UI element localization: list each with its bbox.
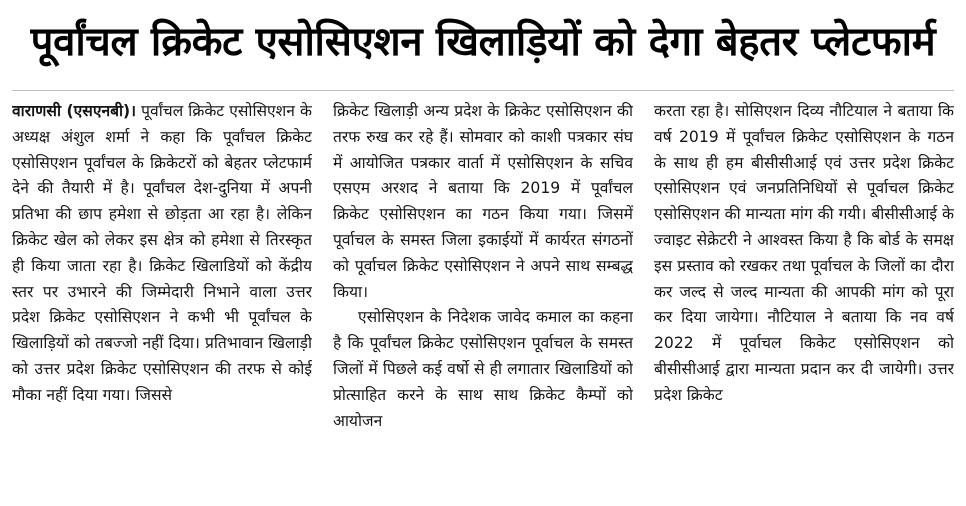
- column-3: [654, 99, 954, 499]
- column-2: [333, 99, 633, 499]
- column-1-paragraph-1: [12, 99, 312, 409]
- column-2-paragraph-1: क्रिकेट खिलाड़ी अन्य प्रदेश के क्रिकेट एसोसिएशन की तरफ रुख कर रहे हैं। सोमवार को काशी पत्रकार संघ में आयोजित पत्रकार वार्ता में एसोसिएशन के सचिव एसएम अरशद ने बताया कि 2019 में पूर्वांचल क्रिकेट एसोसिएशन का गठन किया गया। जिसमें पूर्वाचल के समस्त जिला इकाईयों में कार्यरत संगठनों को पूर्वाचल क्रिकेट एसोसिएशन ने अपने साथ सम्बद्ध किया।: [333, 102, 633, 301]
- column-2-paragraph-2: एसोसिएशन के निदेशक जावेद कमाल का कहना है कि पूर्वांचल क्रिकेट एसोसिएशन पूर्वाचल के समस्त जिलों में पिछले कई वर्षो से ही लगातार खिलाडियों को प्रोत्साहित करने के साथ साथ क्रिकेट कैम्पों को आयोजन: [333, 308, 633, 430]
- article-body: [12, 99, 954, 499]
- column-1-text: पूर्वांचल क्रिकेट एसोसिएशन के अध्यक्ष अंशुल शर्मा ने कहा कि पूर्वांचल क्रिकेट एसोसिएशन पूर्वांचल के क्रिकेटरों को बेहतर प्लेटफार्म देने की तैयारी में है। पूर्वांचल देश-दुनिया में अपनी प्रतिभा की छाप हमेशा से छोड़ता आ रहा है। लेकिन क्रिकेट खेल को लेकर इस क्षेत्र को हमेशा से तिरस्कृत ही किया जाता रहा है। क्रिकेट खिलाडियों को केंद्रीय स्तर पर उभारने की जिम्मेदारी निभाने वाला उत्तर प्रदेश क्रिकेट एसोसिएशन ने कभी भी पूर्वांचल के खिलाड़ियों को तबज्जो नहीं दिया। प्रतिभावान खिलाड़ी को उत्तर प्रदेश क्रिकेट एसोसिएशन की तरफ से कोई मौका नहीं दिया गया। जिससे: [12, 102, 312, 404]
- headline: पूर्वांचल क्रिकेट एसोसिएशन खिलाड़ियों को देगा बेहतर प्लेटफार्म: [30, 19, 936, 65]
- column-3-paragraph-1: करता रहा है। सोसिएशन दिव्य नौटियाल ने बताया कि वर्ष 2019 में पूर्वांचल क्रिकेट एसोसिएशन के गठन के साथ ही हम बीसीसीआई एवं उत्तर प्रदेश क्रिकेट एसोसिएशन एवं जनप्रतिनिधियों से पूर्वाचल क्रिकेट एसोसिएशन की मान्यता मांग की गयी। बीसीसीआई के ज्वाइट सेक्रेटरी ने आश्वस्त किया है कि बोर्ड के समक्ष इस प्रस्ताव को रखकर तथा पूर्वाचल के जिलों का दौरा कर जल्द से जल्द मान्यता की आपकी मांग को पूरा कर दिया जायेगा। नौटियाल ने बताया कि नव वर्ष 2022 में पूर्वाचल किकेट एसोसिएशन को बीसीसीआई द्वारा मान्यता प्रदान कर दी जायेगी। उत्तर प्रदेश क्रिकेट: [654, 102, 954, 404]
- headline-divider: [12, 90, 954, 91]
- dateline: वाराणसी (एसएनबी)।: [12, 102, 137, 120]
- column-1: [12, 99, 312, 499]
